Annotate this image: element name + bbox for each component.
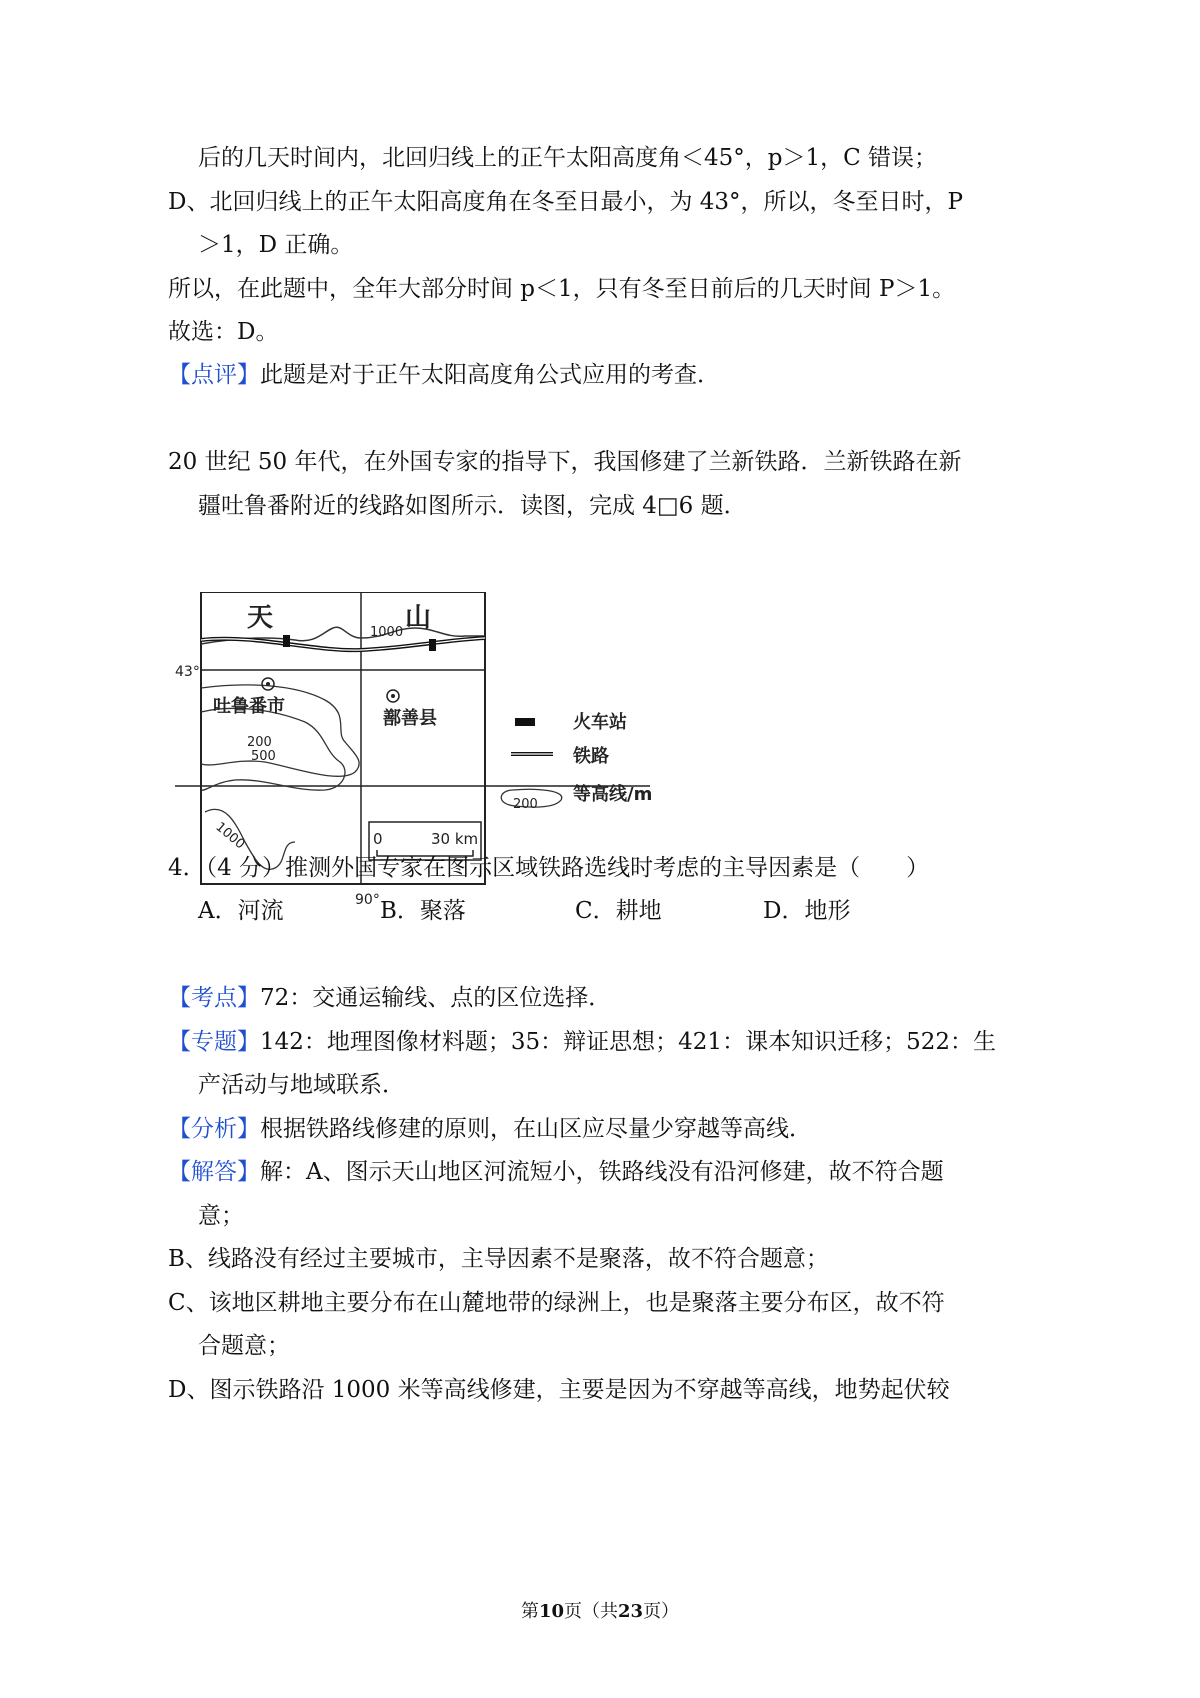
station-marker-2 xyxy=(429,639,436,651)
zhuanti-line xyxy=(168,1027,996,1057)
text-line: 所以，在此题中，全年大部分时间 p＜1，只有冬至日前后的几天时间 P＞1。 xyxy=(168,276,956,302)
scale-zero: 0 xyxy=(373,830,383,848)
legend-station-icon xyxy=(515,718,535,726)
scale-label: 30 km xyxy=(431,830,479,848)
jieda-tag: 【解答】 xyxy=(168,1159,260,1185)
footer-post: 页） xyxy=(643,1601,680,1622)
footer-pre: 第 xyxy=(520,1601,539,1622)
fenxi-line xyxy=(168,1114,812,1144)
contour-label-1000: 1000 xyxy=(370,625,404,640)
city-label-shanshan: 鄯善县 xyxy=(383,708,437,729)
option-a: A．河流 xyxy=(198,898,284,924)
contour-label-500: 500 xyxy=(251,749,276,764)
contour-label-200: 200 xyxy=(247,735,272,750)
kaodian-line xyxy=(168,983,611,1013)
legend-station-label: 火车站 xyxy=(573,712,627,733)
city-symbol-2-dot xyxy=(391,694,395,698)
comment-tag: 【点评】 xyxy=(168,362,260,388)
comment-line xyxy=(168,360,720,390)
zhuanti-cont: 产活动与地域联系． xyxy=(198,1072,405,1098)
map-title-left: 天 xyxy=(247,603,274,633)
intro-line: 疆吐鲁番附近的线路如图所示．读图，完成 4□6 题． xyxy=(198,493,747,519)
jieda-text: 解：A、图示天山地区河流短小，铁路线没有沿河修建，故不符合题 xyxy=(260,1159,944,1185)
footer-page: 10 xyxy=(538,1601,564,1622)
zhuanti-text: 142：地理图像材料题；35：辩证思想；421：课本知识迁移；522：生 xyxy=(260,1029,996,1055)
fenxi-tag: 【分析】 xyxy=(168,1116,260,1142)
legend-contour-sample: 200 xyxy=(513,797,538,812)
question-stem: 4．（4 分）推测外国专家在图示区域铁路选线时考虑的主导因素是（ ） xyxy=(168,855,930,881)
footer-total: 23 xyxy=(618,1601,644,1622)
option-c: C．耕地 xyxy=(575,898,662,924)
latitude-label: 43° xyxy=(175,664,200,680)
contour-label-1000-bottom: 1000 xyxy=(212,819,248,853)
footer-mid: 页（共 xyxy=(564,1601,618,1622)
station-marker-1 xyxy=(283,635,290,647)
page-footer xyxy=(0,1600,1200,1624)
comment-text: 此题是对于正午太阳高度角公式应用的考查． xyxy=(260,362,720,388)
longitude-label: 90° xyxy=(355,892,380,907)
answer-c: C、该地区耕地主要分布在山麓地带的绿洲上，也是聚落主要分布区，故不符 xyxy=(168,1290,945,1316)
option-d: D．地形 xyxy=(763,898,851,924)
fenxi-text: 根据铁路线修建的原则，在山区应尽量少穿越等高线． xyxy=(260,1116,812,1142)
legend-railway-label: 铁路 xyxy=(573,746,609,767)
text-line: 故选：D。 xyxy=(168,319,279,345)
answer-c-cont: 合题意； xyxy=(198,1333,290,1359)
kaodian-text: 72：交通运输线、点的区位选择． xyxy=(260,985,612,1011)
jieda-cont: 意； xyxy=(198,1203,244,1229)
city-label-turpan: 吐鲁番市 xyxy=(213,696,285,717)
jieda-line xyxy=(168,1157,944,1187)
kaodian-tag: 【考点】 xyxy=(168,985,260,1011)
text-line: D、北回归线上的正午太阳高度角在冬至日最小，为 43°，所以，冬至日时，P xyxy=(168,189,963,215)
option-b: B．聚落 xyxy=(380,898,466,924)
legend-contour-label: 等高线/m xyxy=(573,784,653,805)
intro-line: 20 世纪 50 年代，在外国专家的指导下，我国修建了兰新铁路．兰新铁路在新 xyxy=(168,449,962,475)
map-title-right: 山 xyxy=(405,603,432,633)
text-line: 后的几天时间内，北回归线上的正午太阳高度角＜45°，p＞1，C 错误； xyxy=(198,145,938,171)
answer-b: B、线路没有经过主要城市，主导因素不是聚落，故不符合题意； xyxy=(168,1246,829,1272)
answer-d: D、图示铁路沿 1000 米等高线修建，主要是因为不穿越等高线，地势起伏较 xyxy=(168,1377,950,1403)
text-line: ＞1，D 正确。 xyxy=(198,232,354,258)
city-symbol-1-dot xyxy=(266,682,270,686)
zhuanti-tag: 【专题】 xyxy=(168,1029,260,1055)
